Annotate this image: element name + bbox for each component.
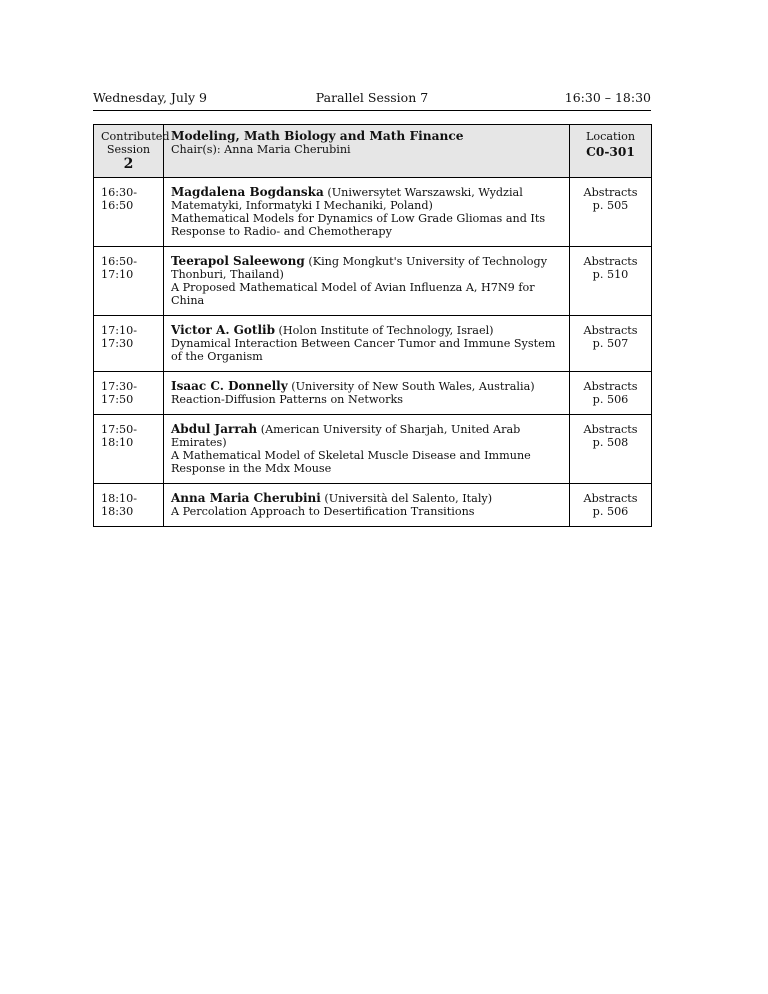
talk-abstract-ref	[570, 415, 652, 484]
talk-row	[94, 247, 652, 316]
abstract-page: p. 510	[592, 268, 629, 281]
header-time-range: 16:30 – 18:30	[564, 90, 651, 105]
talk-row	[94, 316, 652, 372]
talk-time: 17:10-17:30	[94, 316, 164, 372]
talk-time: 16:30-16:50	[94, 178, 164, 247]
header-rule	[93, 110, 651, 111]
header-session: Parallel Session 7	[315, 90, 429, 105]
abstract-page: p. 505	[592, 199, 629, 212]
talk-details	[164, 178, 570, 247]
session-title: Modeling, Math Biology and Math Finance	[171, 129, 464, 143]
talk-title: A Percolation Approach to Desertification Transitions	[171, 505, 475, 518]
talk-details	[164, 415, 570, 484]
talk-abstract-ref	[570, 372, 652, 415]
abstract-page: p. 507	[592, 337, 629, 350]
talk-affiliation: (Università del Salento, Italy)	[324, 492, 493, 505]
talk-affiliation: (Holon Institute of Technology, Israel)	[278, 324, 494, 337]
talk-speaker: Victor A. Gotlib	[171, 323, 275, 337]
session-type-line2: Session	[106, 143, 151, 156]
talk-row	[94, 415, 652, 484]
talk-details	[164, 316, 570, 372]
abstracts-label: Abstracts	[583, 255, 638, 268]
abstract-page: p. 506	[592, 505, 629, 518]
session-title-cell	[164, 125, 570, 178]
talk-time: 17:30-17:50	[94, 372, 164, 415]
session-chair: Chair(s): Anna Maria Cherubini	[171, 143, 351, 156]
header-day: Wednesday, July 9	[93, 90, 207, 105]
location-room: C0-301	[586, 145, 635, 159]
talk-abstract-ref	[570, 178, 652, 247]
talk-details	[164, 372, 570, 415]
session-type-cell	[94, 125, 170, 178]
abstracts-label: Abstracts	[583, 492, 638, 505]
talk-abstract-ref	[570, 316, 652, 372]
session-number: 2	[123, 156, 134, 172]
talk-title: A Proposed Mathematical Model of Avian Influenza A, H7N9 for China	[171, 281, 535, 307]
talk-speaker: Isaac C. Donnelly	[171, 379, 288, 393]
abstract-page: p. 508	[592, 436, 629, 449]
talk-time: 16:50-17:10	[94, 247, 164, 316]
abstract-page: p. 506	[592, 393, 629, 406]
location-label: Location	[585, 130, 636, 143]
session-header-row	[94, 125, 652, 178]
session-schedule-table	[93, 124, 652, 527]
talk-title: Mathematical Models for Dynamics of Low Grade Gliomas and Its Response to Radio- and Chemotherapy	[171, 212, 546, 238]
talk-details	[164, 247, 570, 316]
talk-affiliation: (Uniwersytet Warszawski, Wydzial Matematyki, Informatyki I Mechaniki, Poland)	[171, 186, 523, 212]
talk-affiliation: (American University of Sharjah, United Arab Emirates)	[171, 423, 521, 449]
session-type-line1: Contributed	[101, 130, 170, 143]
abstracts-label: Abstracts	[583, 186, 638, 199]
talk-abstract-ref	[570, 247, 652, 316]
talk-time: 17:50-18:10	[94, 415, 164, 484]
talk-title: Dynamical Interaction Between Cancer Tumor and Immune System of the Organism	[171, 337, 556, 363]
talk-speaker: Abdul Jarrah	[171, 422, 258, 436]
talk-time: 18:10-18:30	[94, 484, 164, 527]
talk-affiliation: (King Mongkut's University of Technology Thonburi, Thailand)	[171, 255, 548, 281]
talk-title: Reaction-Diffusion Patterns on Networks	[171, 393, 404, 406]
abstracts-label: Abstracts	[583, 380, 638, 393]
talk-title: A Mathematical Model of Skeletal Muscle Disease and Immune Response in the Mdx Mouse	[171, 449, 531, 475]
talk-row	[94, 178, 652, 247]
abstracts-label: Abstracts	[583, 423, 638, 436]
talk-affiliation: (University of New South Wales, Australia)	[291, 380, 535, 393]
talk-abstract-ref	[570, 484, 652, 527]
talk-speaker: Anna Maria Cherubini	[171, 491, 321, 505]
talk-row	[94, 484, 652, 527]
talk-speaker: Magdalena Bogdanska	[171, 185, 324, 199]
talk-row	[94, 372, 652, 415]
talk-speaker: Teerapol Saleewong	[171, 254, 305, 268]
abstracts-label: Abstracts	[583, 324, 638, 337]
session-location-cell	[570, 125, 652, 178]
talk-details	[164, 484, 570, 527]
